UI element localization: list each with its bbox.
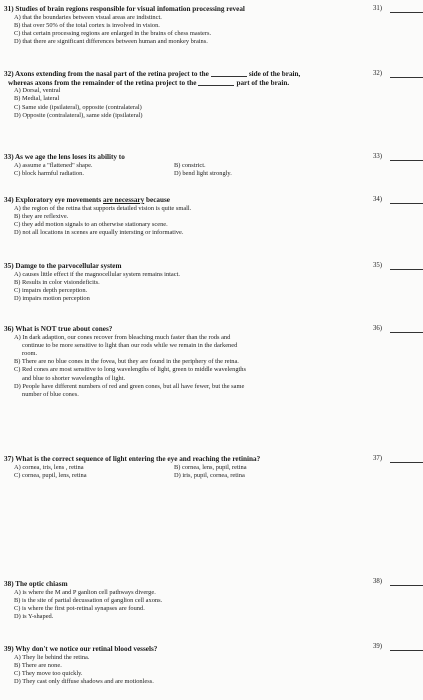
question-stem: 33) As we age the lens loses its ability to — [4, 153, 125, 161]
option-a-continued: continue to be more sensitive to light than our rods while we remain in the darkened — [22, 341, 238, 349]
option-c[interactable]: C) Red cones are most sensitive to long wavelengths of light, green to middle wavelengths — [14, 366, 246, 374]
question-stem: 38) The optic chiasm — [4, 580, 68, 588]
question-number: 37) — [373, 455, 383, 462]
stem-part-d: part of the brain. — [236, 78, 290, 87]
question-34 — [0, 196, 360, 237]
stem-part-b: because — [146, 196, 170, 204]
option-d[interactable]: D) that there are significant differences between human and monkey brains. — [14, 38, 208, 46]
option-a[interactable]: A) causes little effect if the magnocellular system remains intact. — [14, 270, 180, 278]
stem-part-c: whereas axons from the remainder of the retina project to the — [8, 78, 197, 87]
stem-emphasis: are necessary — [103, 196, 145, 204]
option-c[interactable]: C) They move too quickly. — [14, 670, 83, 677]
option-a[interactable]: A) In dark adaption, our cones recover from bleaching much faster than the rods and — [14, 333, 231, 341]
question-number: 38) — [373, 578, 383, 585]
option-d[interactable]: D) iris, pupil, cornea, retina — [174, 471, 245, 479]
stem-part-a: 32) Axons extending from the nasal part of the retina project to the — [4, 70, 209, 78]
question-32 — [0, 70, 360, 120]
option-a-continued: room. — [22, 350, 38, 357]
option-b[interactable]: B) cornea, lens, pupil, retina — [174, 463, 247, 471]
stem-part-a: 34) Exploratory eye movements — [4, 196, 102, 204]
inline-blank-1 — [211, 76, 247, 77]
answer-blank[interactable] — [390, 203, 423, 204]
answer-blank[interactable] — [390, 650, 423, 651]
question-31 — [0, 5, 360, 46]
question-stem — [4, 196, 360, 205]
question-stem: 37) What is the correct sequence of light entering the eye and reaching the retinina? — [4, 455, 261, 463]
option-a[interactable]: A) assume a "flattened" shape. — [14, 161, 93, 169]
option-d[interactable]: D) People have different numbers of red and green cones, but all have fewer, but the same — [14, 382, 245, 390]
question-stem: 39) Why don't we notice our retinal blood vessels? — [4, 645, 158, 653]
option-a[interactable]: A) cornea, iris, lens , retina — [14, 463, 84, 471]
option-c[interactable]: C) Same side (ipsilateral), opposite (contralateral) — [14, 103, 142, 111]
option-b[interactable]: B) Results in color visiondeficits. — [14, 278, 100, 286]
question-stem-continued — [8, 79, 360, 88]
question-stem — [4, 70, 360, 79]
answer-blank[interactable] — [390, 12, 423, 13]
answer-blank[interactable] — [390, 332, 423, 333]
option-b[interactable]: B) that over 50% of the total cortex is involved in vision. — [14, 21, 160, 29]
option-c[interactable]: C) is where the first pot-retinal synapses are found. — [14, 605, 145, 612]
answer-blank[interactable] — [390, 77, 423, 78]
question-35 — [0, 262, 360, 303]
answer-blank[interactable] — [390, 269, 423, 270]
stem-part-b: side of the brain, — [248, 70, 301, 78]
option-a[interactable]: A) that the boundaries between visual areas are indistinct. — [14, 13, 162, 21]
answer-blank[interactable] — [390, 585, 423, 586]
option-c-continued: and blue to shorter wavelengths of light. — [22, 374, 126, 382]
option-d-continued: number of blue cones. — [22, 391, 79, 399]
question-number: 33) — [373, 153, 383, 160]
option-b[interactable]: B) There are no blue cones in the fovea, but they are found in the periphery of the retna. — [14, 358, 239, 366]
question-39 — [0, 645, 360, 686]
question-37 — [0, 455, 360, 480]
question-number: 32) — [373, 70, 383, 77]
question-38 — [0, 580, 360, 621]
option-d[interactable]: D) impairs motion perception — [14, 295, 90, 303]
question-33 — [0, 153, 360, 178]
question-number: 36) — [373, 325, 383, 332]
question-stem: 35) Damge to the parvocellular system — [4, 262, 122, 270]
option-b[interactable]: B) constrict. — [174, 161, 206, 169]
question-number: 39) — [373, 643, 383, 650]
question-stem: 31) Studies of brain regions responsible for visual infomation processing reveal — [4, 5, 245, 13]
option-b[interactable]: B) Medial, lateral — [14, 95, 60, 103]
option-d[interactable]: D) is Y-shaped. — [14, 613, 54, 621]
option-d[interactable]: D) Opposite (contralateral), same side (ipsilateral) — [14, 111, 143, 119]
option-c[interactable]: C) they add motion signals to an otherwise stationary scene. — [14, 221, 168, 228]
option-a[interactable]: A) is where the M and P ganlion cell pathways diverge. — [14, 588, 156, 596]
option-c[interactable]: C) that certain processing regions are enlarged in the brains of chess masters. — [14, 30, 212, 37]
answer-blank[interactable] — [390, 160, 423, 161]
option-c[interactable]: C) impairs depth perception. — [14, 287, 88, 294]
option-b[interactable]: B) is the site of partial decussation of ganglion cell axons. — [14, 596, 163, 604]
inline-blank-2 — [198, 85, 234, 86]
option-a[interactable]: A) Dorsal, ventral — [14, 87, 61, 95]
option-a[interactable]: A) They lie behind the retina. — [14, 653, 90, 661]
question-stem: 36) What is NOT true about cones? — [4, 325, 113, 333]
option-c[interactable]: C) block harmful radiation. — [14, 169, 84, 177]
option-b[interactable]: B) they are reflexive. — [14, 212, 69, 220]
question-number: 35) — [373, 262, 383, 269]
option-d[interactable]: D) not all locations in scenes are equally intersting or informative. — [14, 229, 184, 237]
option-d[interactable]: D) They cast only diffuse shadows and are motionless. — [14, 678, 154, 686]
question-number: 34) — [373, 196, 383, 203]
option-c[interactable]: C) cornea, pupil, lens, retina — [14, 471, 87, 479]
question-number: 31) — [373, 5, 383, 12]
question-36 — [0, 325, 360, 399]
option-b[interactable]: B) There are none. — [14, 661, 62, 669]
option-a[interactable]: A) the region of the retina that supports detailed vision is quite small. — [14, 204, 192, 212]
answer-blank[interactable] — [390, 462, 423, 463]
option-d[interactable]: D) bend light strongly. — [174, 169, 232, 177]
